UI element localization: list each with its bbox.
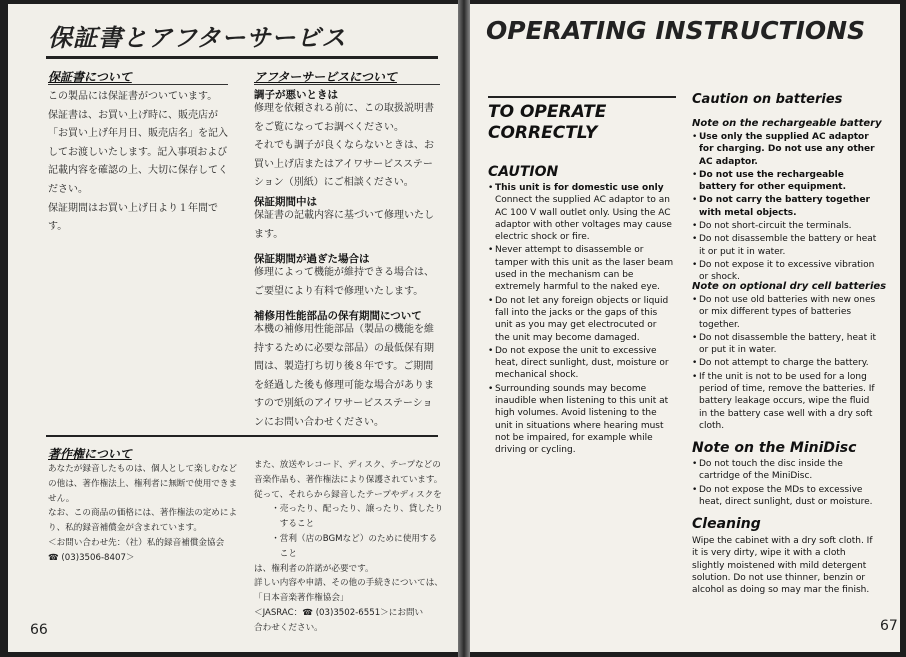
section-title — [488, 102, 606, 144]
list-item — [692, 371, 878, 432]
copyright-text-right — [254, 458, 446, 636]
page-title-en: OPERATING INSTRUCTIONS — [486, 16, 866, 45]
bullet-icon: • — [692, 234, 698, 245]
subheading-malfunction: 調子が悪いときは — [254, 89, 338, 101]
subheading-after-warranty: 保証期間が過ぎた場合は — [254, 253, 370, 265]
minidisc-heading: Note on the MiniDisc — [692, 440, 857, 456]
text-line: ＜お問い合わせ先：（社）私的録音補償金協会 — [48, 537, 225, 548]
text-line: 保証期間はお買い上げ日より１年間で — [48, 202, 218, 214]
text-line: ション（別紙）にご相談ください。 — [254, 177, 414, 189]
text-line: それでも調子が良くならないときは、お — [254, 140, 434, 152]
dry-cell-list — [692, 294, 878, 433]
warranty-period-text — [254, 207, 446, 244]
text-line: り、私的録音補償金が含まれています。 — [48, 523, 203, 534]
list-item — [488, 182, 674, 243]
text-line: ・売ったり、配ったり、譲ったり、貸したり — [254, 504, 444, 515]
bullet-icon: • — [488, 383, 494, 394]
caution-list — [488, 182, 674, 458]
malfunction-text — [254, 100, 446, 193]
page-title-jp: 保証書とアフターサービス — [48, 24, 347, 52]
bullet-icon: • — [692, 484, 698, 495]
text-line: また、放送やレコード、ディスク、テープなどの — [254, 460, 441, 470]
list-item — [692, 194, 878, 219]
text-line: すので別紙のアイワサービスステーショ — [254, 398, 433, 410]
text-line: 従って、それらから録音したテープやディスクを — [254, 489, 442, 500]
list-item-text: If the unit is not to be used for a long period of time, remove the batteries. If battery leakage occurs, wipe the fluid in the battery case well with a dry soft cloth. — [699, 371, 875, 431]
bullet-icon: • — [692, 459, 698, 469]
bullet-icon: • — [692, 221, 698, 232]
right-page — [470, 4, 900, 652]
minidisc-list — [692, 458, 878, 509]
text-line: すること — [254, 519, 315, 530]
list-item — [692, 458, 878, 483]
left-page — [8, 4, 458, 652]
list-item-text: Do not use old batteries with new ones or mix different types of batteries together. — [699, 295, 876, 330]
text-line: をご覧になってお調べください。 — [254, 121, 404, 133]
list-item — [692, 220, 878, 232]
rechargeable-heading: Note on the rechargeable battery — [692, 118, 882, 129]
list-item — [488, 244, 674, 293]
list-item-text: Connect the supplied AC adaptor to an AC 100 V wall outlet only. Using the AC adaptor with other voltages may cause electric shock or fire. — [495, 195, 672, 243]
text-line: ・営利（店のBGMなど）のために使用する — [254, 533, 438, 544]
text-line: を経過した後も修理可能な場合がありま — [254, 379, 434, 391]
list-item-text: Do not touch the disc inside the cartridge of the MiniDisc. — [699, 459, 843, 482]
subheading-parts-period: 補修用性能部品の保有期間について — [254, 310, 422, 322]
list-item — [692, 233, 878, 258]
list-item — [488, 295, 674, 344]
text-line: 修理を依頼される前に、この取扱説明書 — [254, 103, 434, 114]
after-warranty-text — [254, 264, 446, 301]
bullet-icon: • — [692, 371, 698, 382]
after-service-rule — [254, 84, 440, 85]
list-item-text: Do not expose the unit to excessive heat, direct sunlight, dust, moisture or mechanical shock. — [495, 345, 669, 381]
bullet-icon: • — [692, 195, 698, 206]
cleaning-text: Wipe the cabinet with a dry soft cloth. If it is very dirty, wipe it with a cloth slightly moistened with mild detergent solution. Do not use thinner, benzin or alcohol as doing so may mar the finish. — [692, 536, 873, 596]
bullet-icon: • — [488, 245, 494, 256]
bullet-icon: • — [692, 132, 698, 142]
text-line: 持するために必要な部品）の最低保有期 — [254, 342, 434, 354]
list-item-text: Do not short-circuit the terminals. — [699, 221, 852, 232]
subheading-warranty-period: 保証期間中は — [254, 196, 317, 208]
text-line: ☎ (03)3506-8407＞ — [48, 552, 135, 563]
list-item-text: Do not disassemble the battery or heat it or put it in water. — [699, 234, 877, 257]
text-line: 音楽作品も、著作権法により保護されています。 — [254, 474, 443, 485]
text-line: 合わせください。 — [254, 622, 323, 633]
toc-rule — [488, 96, 676, 98]
text-line: せん。 — [48, 493, 75, 504]
text-line: あなたが録音したものは、個人として楽しむなど — [48, 464, 238, 474]
list-item-text: Do not let any foreign objects or liquid fall into the jacks or the gaps of this unit as you may get electrocuted or the unit may become damaged. — [495, 295, 669, 343]
text-line: す。 — [48, 221, 68, 233]
text-line: この製品には保証書がついています。 — [48, 91, 218, 102]
section-title-line2: CORRECTLY — [488, 123, 598, 143]
bullet-icon: • — [488, 183, 494, 193]
text-line: ご要望により有料で修理いたします。 — [254, 285, 424, 297]
bullet-icon: • — [692, 332, 698, 343]
batteries-heading: Caution on batteries — [692, 92, 843, 107]
list-item — [692, 259, 878, 284]
list-item-bold: This unit is for domestic use only — [495, 183, 664, 193]
text-line: の他は、著作権法上、権利者に無断で使用できま — [48, 478, 238, 489]
list-item — [692, 131, 878, 168]
text-line: 本機の補修用性能部品（製品の機能を維 — [254, 324, 434, 335]
bullet-icon: • — [488, 295, 494, 306]
text-line: ＜JASRAC：☎ (03)3502-6551＞にお問い — [254, 607, 424, 618]
text-line: ンにお問い合わせください。 — [254, 416, 384, 428]
text-line: 「日本音楽著作権協会」 — [254, 593, 349, 604]
text-line: 記載内容を確認の上、大切に保存してく — [48, 165, 228, 177]
text-line: こと — [254, 548, 297, 559]
list-item-bold: Use only the supplied AC adaptor for charging. Do not use any other AC adaptor. — [699, 132, 875, 167]
list-item-text: Surrounding sounds may become inaudible when listening to this unit at high volumes. Avoid listening to the unit in situations where hearing must not be impaired, for example while driving or cycling. — [495, 383, 669, 456]
text-line: ます。 — [254, 228, 284, 240]
list-item-bold: Do not use the rechargeable battery for other equipment. — [699, 169, 846, 193]
title-rule — [46, 56, 438, 59]
list-item-text: Do not expose it to excessive vibration or shock. — [699, 259, 875, 283]
copyright-heading: 著作権について — [48, 447, 132, 461]
text-line: 保証書の記載内容に基づいて修理いたし — [254, 210, 434, 221]
text-line: ださい。 — [48, 183, 88, 195]
text-line: なお、この商品の価格には、著作権法の定めによ — [48, 508, 238, 519]
bullet-icon: • — [692, 358, 698, 369]
dry-cell-heading: Note on optional dry cell batteries — [692, 281, 887, 292]
bullet-icon: • — [692, 169, 698, 180]
page-number-right: 67 — [880, 618, 898, 634]
copyright-rule — [46, 435, 438, 437]
list-item-text: Do not disassemble the battery, heat it or put it in water. — [699, 332, 876, 356]
page-number-left: 66 — [30, 622, 48, 638]
list-item — [692, 357, 878, 369]
parts-period-text — [254, 321, 446, 433]
text-line: 修理によって機能が維持できる場合は、 — [254, 267, 434, 278]
after-service-heading: アフターサービスについて — [254, 70, 397, 84]
warranty-text — [48, 88, 238, 237]
list-item — [692, 169, 878, 194]
section-title-line1: TO OPERATE — [488, 102, 607, 122]
bullet-icon: • — [692, 259, 698, 270]
rechargeable-list — [692, 131, 878, 285]
text-line: 詳しい内容や申請、その他の手続きについては、 — [254, 578, 443, 589]
list-item — [488, 345, 674, 382]
warranty-rule — [48, 84, 228, 85]
bullet-icon: • — [692, 295, 698, 305]
text-line: は、権利者の許諾が必要です。 — [254, 563, 374, 574]
warranty-heading: 保証書について — [48, 70, 132, 84]
copyright-text-left — [48, 462, 248, 566]
list-item — [488, 383, 674, 457]
caution-heading: CAUTION — [488, 164, 559, 180]
list-item-bold: Do not carry the battery together with metal objects. — [699, 195, 870, 218]
list-item — [692, 332, 878, 357]
list-item — [692, 484, 878, 509]
list-item-text: Do not attempt to charge the battery. — [699, 358, 869, 369]
text-line: 保証書は、お買い上げ時に、販売店が — [48, 109, 218, 121]
list-item-text: Do not expose the MDs to excessive heat, direct sunlight, dust or moisture. — [699, 484, 873, 507]
text-line: 間は、製造打ち切り後８年です。ご期間 — [254, 361, 434, 373]
text-line: してお渡しいたします。記入事項および — [48, 146, 228, 158]
list-item — [692, 294, 878, 331]
book-gutter — [458, 0, 470, 657]
bullet-icon: • — [488, 345, 494, 356]
text-line: 買い上げ店またはアイワサービスステー — [254, 158, 433, 170]
cleaning-heading: Cleaning — [692, 516, 761, 532]
text-line: 「お買い上げ年月日、販売店名」を記入 — [48, 128, 228, 140]
list-item-text: Never attempt to disassemble or tamper with this unit as the laser beam used in the mechanism can be extremely harmful to the naked eye. — [495, 245, 674, 293]
